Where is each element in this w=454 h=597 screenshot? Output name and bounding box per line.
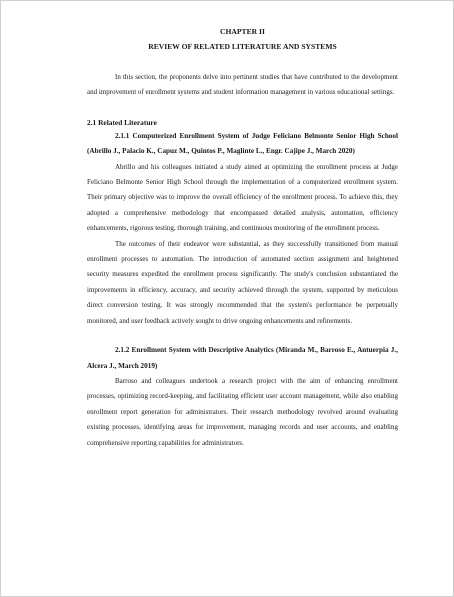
item1-paragraph-1: Abrillo and his colleagues initiated a study aimed at optimizing the enrollment process at Judge Feliciano Belmonte Senior High School through the implementation of a computerized enrollment system. Their primary objective was to improve the overall efficiency of the enrollment process. To achieve this, they adopted a comprehensive methodology that encompassed detailed analysis, automation, efficiency enhancements, rigorous testing, thorough training, and continuous monitoring of the enrollment process. bbox=[87, 162, 398, 233]
chapter-label: CHAPTER II bbox=[220, 27, 265, 36]
section-heading: 2.1 Related Literature bbox=[87, 117, 157, 127]
chapter-title: REVIEW OF RELATED LITERATURE AND SYSTEMS bbox=[148, 42, 337, 51]
page-content bbox=[87, 27, 398, 451]
item2-heading: 2.1.2 Enrollment System with Descriptive Analytics (Miranda M., Barroso E., Antuerpia J., Alcera J., March 2019) bbox=[87, 346, 398, 370]
intro-paragraph: In this section, the proponents delve into pertinent studies that have contributed to the development and improvement of enrollment systems and student information management in various educational settings. bbox=[87, 73, 398, 97]
item2-paragraph-1: Barroso and colleagues undertook a research project with the aim of enhancing enrollment processes, optimizing record-keeping, and facilitating efficient user account management, while also enabling enrollment report generation for administrators. Their research methodology revolved around evaluating existing processes, identifying areas for improvement, managing records and user accounts, and enabling comprehensive reporting capabilities for administrators. bbox=[87, 376, 398, 447]
item1-paragraph-2: The outcomes of their endeavor were substantial, as they successfully transitioned from manual enrollment processes to automation. The introduction of automated section assignment and heightened security measures expedited the enrollment process significantly. The study's conclusion substantiated the improvements in efficiency, accuracy, and security achieved through the system, supported by meticulous direct conversion testing. It was strongly recommended that the system's performance be perpetually monitored, and user feedback actively sought to drive ongoing enhancements and refinements. bbox=[87, 239, 398, 325]
item1-heading: 2.1.1 Computerized Enrollment System of Judge Feliciano Belmonte Senior High School (Abrillo J., Palacio K., Capuz M., Quintos P., Maglinte L., Engr. Cajipe J., March 2020) bbox=[87, 131, 398, 156]
